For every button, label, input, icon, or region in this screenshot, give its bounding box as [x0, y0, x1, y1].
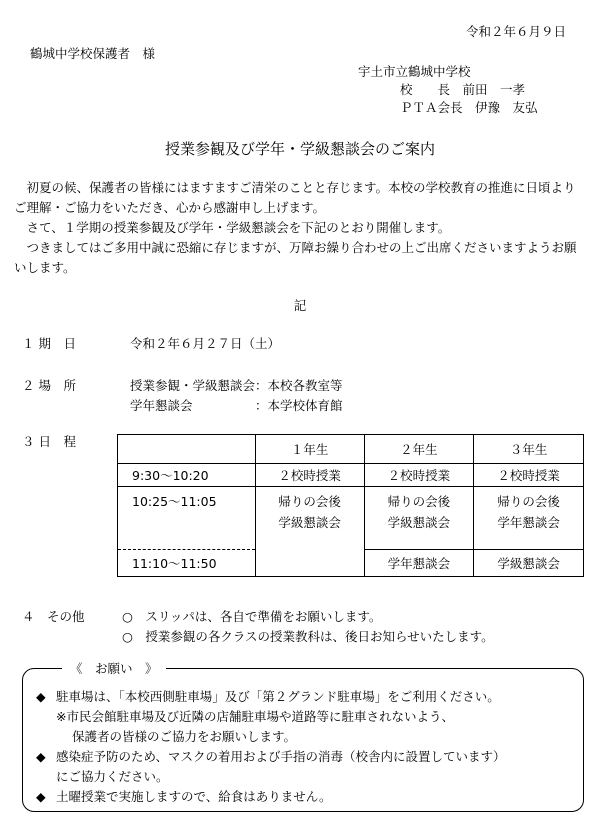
school-name: 宇土市立鶴城中学校 [358, 64, 471, 79]
place-gym: 学年懇談会 ：本学校体育館 [130, 398, 343, 413]
schedule-cell: ２校時授業 [255, 464, 364, 487]
cell-line: 帰りの会後 [278, 494, 341, 509]
schedule-cell [364, 487, 474, 550]
place-label: ２ 場 所 [22, 378, 76, 393]
diamond-bullet-icon: ◆ [36, 789, 46, 804]
notice-parking-note-cont: 保護者の皆様のご協力をお願いします。 [72, 729, 297, 744]
notice-parking [36, 687, 500, 705]
cell-line: 学級懇談会 [278, 515, 341, 530]
cell-line: 帰りの会後 [497, 494, 560, 509]
body-paragraph-2: さて、１学期の授業参観及び学年・学級懇談会を下記のとおり開催します。 [14, 220, 451, 235]
table-row [118, 550, 584, 577]
corner-cell [118, 435, 256, 464]
document-date: 令和２年６月９日 [465, 24, 566, 39]
other-note-slippers: ○ スリッパは、各自で準備をお願いします。 [122, 609, 382, 624]
notice-lunch [36, 787, 332, 805]
event-date: 令和２年６月２７日（土） [130, 336, 281, 351]
notice-parking-note: ※市民会館駐車場及び近隣の店舗駐車場や道路等に駐車されないよう、 [56, 709, 454, 724]
cell-line: 帰りの会後 [387, 494, 451, 509]
time-cell: 10:25～11:05 [118, 487, 256, 550]
schedule-cell [474, 487, 584, 550]
notice-infection [36, 747, 506, 765]
body-paragraph-3: つきましてはご多用中誠に恐縮に存じますが、万障お繰り合わせの上ご出席くださいますようお願いします。 [14, 240, 577, 275]
schedule-cell: ２校時授業 [474, 464, 584, 487]
table-row [118, 464, 584, 487]
notice-text: 感染症予防のため、マスクの着用および手指の消毒（校舎内に設置しています） [56, 749, 506, 764]
schedule-cell: 学年懇談会 [364, 550, 474, 577]
table-header-row [118, 435, 584, 464]
diamond-bullet-icon: ◆ [36, 689, 46, 704]
header-grade-3: ３年生 [474, 435, 584, 464]
schedule-cell [255, 487, 364, 550]
schedule-table [117, 434, 584, 577]
time-cell: 9:30～10:20 [118, 464, 256, 487]
ki-heading: 記 [293, 298, 307, 313]
notice-infection-cont: にご協力ください。 [56, 769, 169, 784]
header-grade-1: １年生 [255, 435, 364, 464]
notice-title: 《 お願い 》 [62, 659, 166, 677]
cell-line: 学年懇談会 [497, 515, 560, 530]
other-label: ４ その他 [22, 609, 85, 624]
principal-signature: 校 長 前田 一孝 [400, 82, 526, 97]
schedule-cell: ２校時授業 [364, 464, 474, 487]
addressee: 鶴城中学校保護者 様 [30, 46, 156, 61]
cell-line: 学級懇談会 [387, 515, 451, 530]
time-cell: 11:10～11:50 [118, 550, 256, 577]
pta-signature: ＰＴＡ会長 伊豫 友弘 [400, 100, 538, 115]
schedule-label: ３ 日 程 [22, 434, 76, 449]
header-grade-2: ２年生 [364, 435, 474, 464]
place-classroom: 授業参観・学級懇談会：本校各教室等 [130, 378, 343, 393]
table-row [118, 487, 584, 550]
schedule-cell [255, 550, 364, 577]
other-note-subjects: ○ 授業参観の各クラスの授業教科は、後日お知らせいたします。 [122, 629, 494, 644]
schedule-cell: 学級懇談会 [474, 550, 584, 577]
body-paragraph-1: 初夏の候、保護者の皆様にはますますご清栄のことと存じます。本校の学校教育の推進に日頃よりご理解・ご協力をいただき、心から感謝申し上げます。 [14, 180, 576, 215]
notice-text: 駐車場は、「本校西側駐車場」及び「第２グランド駐車場」をご利用ください。 [56, 689, 500, 704]
body-text [14, 178, 586, 278]
date-label: １ 期 日 [22, 336, 76, 351]
notice-text: 土曜授業で実施しますので、給食はありません。 [56, 789, 332, 804]
diamond-bullet-icon: ◆ [36, 749, 46, 764]
document-title: 授業参観及び学年・学級懇談会のご案内 [164, 140, 435, 158]
